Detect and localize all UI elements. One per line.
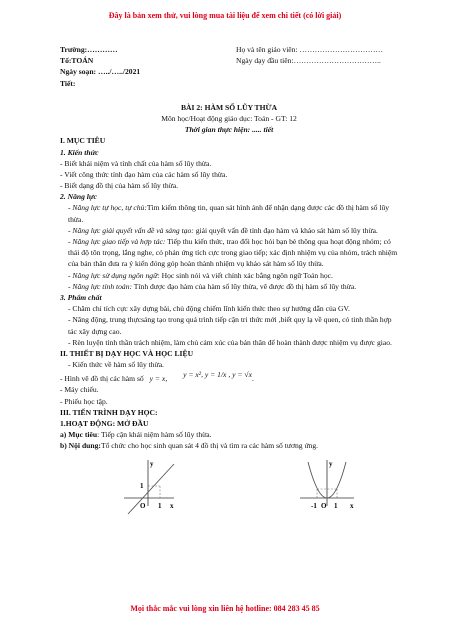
teach-date-field: Ngày dạy đầu tiên:…………………………….. xyxy=(236,56,381,66)
graph-x-label: x xyxy=(350,501,354,510)
header-row-2 xyxy=(60,55,398,66)
lesson-subject: Môn học/Hoạt động giáo dục: Toán - GT: 12 xyxy=(161,113,297,123)
skill-item: - Năng lực giao tiếp và hợp tác: Tiếp thu kiến thức, trao đổi học hỏi bạn bè thông qua hoạt động nhóm; có thái độ tôn trọng, lắng nghe, có phản ứng tích cực trong giao tiếp; xác định nhiệm vụ của nhóm, trách nhiệm của bản thân đưa ra ý kiến đóng góp hoàn thành nhiệm vụ khảo sát hàm số lũy thừa. xyxy=(68,237,398,269)
skill-item: - Năng lực sử dụng ngôn ngữ: Học sinh nói và viết chính xác bằng ngôn ngữ Toán học. xyxy=(68,270,333,280)
document-content xyxy=(60,44,398,522)
formula-y-x: y = x xyxy=(149,374,166,384)
skill-item: - Năng lực tự học, tự chủ:Tìm kiếm thông tin, quan sát hình ảnh để nhận dạng được các đồ thị hàm số lũy thừa. xyxy=(68,203,390,224)
equipment-graphs-row: - Hình vẽ đồ thị các hàm số y = x, y = x², y = 1/x , y = √x. xyxy=(60,370,398,384)
preview-banner: Đây là bản xem thử, vui lòng mua tài liệu để xem chi tiết (có lời giải) xyxy=(108,11,342,20)
quality-item: - Chăm chỉ tích cực xây dựng bài, chủ động chiếm lĩnh kiến thức theo sự hướng dẫn của GV. xyxy=(68,304,350,314)
quality-item: - Năng động, trung thựcsáng tạo trong quá trình tiếp cận tri thức mới ,biết quy lạ về quen, có tinh thần hợp tác xây dựng cao. xyxy=(68,315,392,336)
hotline-banner: Mọi thắc mắc vui lòng xin liên hệ hotline: 084 283 45 85 xyxy=(130,604,320,613)
knowledge-item: - Biết dạng đồ thị của hàm số lũy thừa. xyxy=(60,181,178,191)
activity-goal: a) Mục tiêu: Tiếp cận khái niệm hàm số lũy thừa. xyxy=(60,430,212,440)
graph-tick-one: 1 xyxy=(140,481,144,490)
graph-y-label: y xyxy=(329,459,333,468)
group-field: Tổ:TOÁN xyxy=(60,56,94,66)
formula-other-functions: y = x², y = 1/x , y = √x xyxy=(183,370,252,380)
knowledge-item: - Biết khái niệm và tính chất của hàm số lũy thừa. xyxy=(60,158,212,168)
lesson-time: Thời gian thực hiện: ..... tiết xyxy=(184,125,274,135)
activity-heading: 1.HOẠT ĐỘNG: MỞ ĐẦU xyxy=(60,419,149,428)
graph-tick-one: 1 xyxy=(334,501,338,510)
equipment-item: - Hình vẽ đồ thị các hàm số xyxy=(60,374,144,384)
date-field: Ngày soạn: …../…../2021 xyxy=(60,67,141,77)
section-objectives-heading: I. MỤC TIÊU xyxy=(60,136,106,146)
school-field: Trường:………… xyxy=(60,45,118,54)
section-equipment-heading: II. THIẾT BỊ DẠY HỌC VÀ HỌC LIỆU xyxy=(60,349,194,359)
equipment-item: - Kiến thức về hàm số lũy thừa. xyxy=(68,360,164,370)
teacher-field: Họ và tên giáo viên: …………………………… xyxy=(236,45,384,54)
period-field: Tiết: xyxy=(60,78,76,88)
skill-item: - Năng lực giải quyết vấn đề và sáng tạo: giải quyết vấn đề tính đạo hàm và khảo sát hàm số lũy thừa. xyxy=(68,225,378,235)
graphs-area xyxy=(60,452,398,522)
graph-origin: O xyxy=(140,501,146,510)
equipment-item: - Máy chiếu. xyxy=(60,385,99,395)
lesson-title: BÀI 2: HÀM SỐ LŨY THỪA xyxy=(180,102,278,112)
graph-tick-one: 1 xyxy=(158,501,162,510)
graph-curve xyxy=(128,464,174,514)
skill-item: - Năng lực tính toán: Tính được đạo hàm của hàm số lũy thừa, vẽ được đồ thị hàm số lũy thừa. xyxy=(68,281,357,291)
quality-heading: 3. Phẩm chất xyxy=(60,293,102,303)
quality-item: - Rèn luyện tính thần trách nhiệm, làm chủ cảm xúc của bản thân để hoàn thành được nhiệm vụ được giao. xyxy=(68,337,392,347)
graph-linear xyxy=(118,458,178,516)
graph-origin: O xyxy=(321,501,327,510)
skills-heading: 2. Năng lực xyxy=(60,192,97,202)
equipment-item: - Phiếu học tập. xyxy=(60,396,108,406)
graph-y-label: y xyxy=(150,459,154,468)
section-process-heading: III. TIẾN TRÌNH DẠY HỌC: xyxy=(60,407,158,417)
graph-tick-neg-one: -1 xyxy=(311,501,317,510)
knowledge-item: - Viết công thức tính đạo hàm của các hàm số lũy thừa. xyxy=(60,169,228,179)
knowledge-heading: 1. Kiến thức xyxy=(60,147,99,157)
graph-parabola xyxy=(296,458,358,516)
graph-x-label: x xyxy=(170,501,174,510)
activity-content: b) Nội dung:Tổ chức cho học sinh quan sát 4 đồ thị và tìm ra các hàm số tương ứng. xyxy=(60,441,319,451)
header-row-1 xyxy=(60,44,398,55)
